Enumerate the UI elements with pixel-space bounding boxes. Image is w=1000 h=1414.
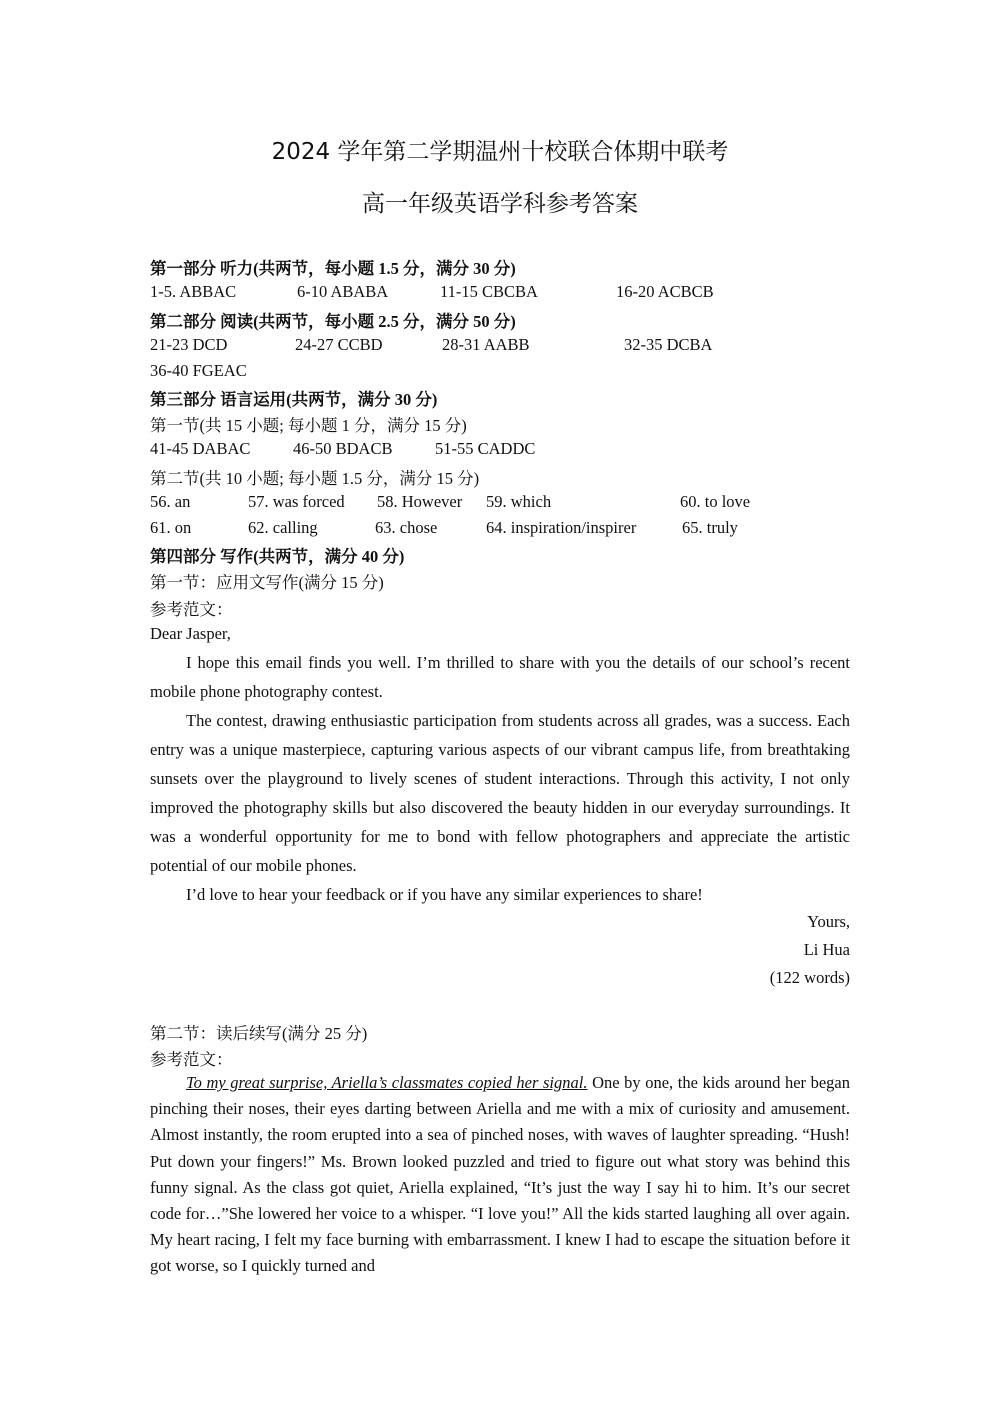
answer-item: 56. an [150, 492, 191, 511]
answer-group: 28-31 AABB [442, 335, 530, 354]
answer-item: 59. which [486, 492, 552, 511]
answer-item: 63. chose [375, 518, 438, 537]
part3-heading: 第三部分 语言运用(共两节，满分 30 分) [150, 390, 438, 409]
answer-group: 1-5. ABBAC [150, 282, 237, 301]
word-count: (122 words) [769, 968, 850, 987]
part3-section2-heading: 第二节(共 10 小题; 每小题 1.5 分，满分 15 分) [150, 469, 480, 488]
letter-signature: Li Hua [803, 940, 850, 959]
answer-group: 11-15 CBCBA [440, 282, 538, 301]
answer-item: 64. inspiration/inspirer [486, 518, 637, 537]
answer-group: 32-35 DCBA [624, 335, 713, 354]
answer-item: 62. calling [248, 518, 318, 537]
answer-group: 46-50 BDACB [293, 439, 393, 458]
part4-section1-heading: 第一节：应用文写作(满分 15 分) [150, 573, 384, 592]
sample-label: 参考范文： [150, 600, 233, 619]
part3-section1-heading: 第一节(共 15 小题; 每小题 1 分，满分 15 分) [150, 416, 467, 435]
part1-heading: 第一部分 听力(共两节，每小题 1.5 分，满分 30 分) [150, 259, 516, 278]
answer-group: 24-27 CCBD [295, 335, 383, 354]
answer-item: 61. on [150, 518, 192, 537]
answer-group: 6-10 ABABA [297, 282, 389, 301]
document-subtitle: 高一年级英语学科参考答案 [362, 191, 638, 217]
letter-closing: Yours, [807, 912, 850, 931]
answer-item: 57. was forced [248, 492, 345, 511]
answer-item: 60. to love [680, 492, 751, 511]
continuation-prompt: To my great surprise, Ariella’s classmates copied her signal. [186, 1073, 588, 1092]
continuation-paragraph [150, 1070, 850, 1280]
letter-paragraph: The contest, drawing enthusiastic participation from students across all grades, was a success. Each entry was a unique masterpiece, capturing various aspects of our vibrant campus life, from breathtaking sunsets over the playground to lively scenes of student interactions. Through this activity, I not only improved the photography skills but also discovered the beauty hidden in our everyday surroundings. It was a wonderful opportunity for me to bond with fellow photographers and appreciate the artistic potential of our mobile phones. [150, 711, 850, 875]
answer-group: 41-45 DABAC [150, 439, 251, 458]
part4-section2-heading: 第二节：读后续写(满分 25 分) [150, 1024, 368, 1043]
part4-heading: 第四部分 写作(共两节，满分 40 分) [150, 547, 405, 566]
answer-group: 21-23 DCD [150, 335, 228, 354]
answer-item: 65. truly [682, 518, 738, 537]
answer-group: 36-40 FGEAC [150, 361, 247, 380]
letter-greeting: Dear Jasper, [150, 624, 231, 643]
document-title: 2024 学年第二学期温州十校联合体期中联考 [271, 139, 729, 165]
sample-label-2: 参考范文： [150, 1050, 233, 1069]
part2-heading: 第二部分 阅读(共两节，每小题 2.5 分，满分 50 分) [150, 312, 516, 331]
answer-item: 58. However [377, 492, 463, 511]
letter-paragraph: I hope this email finds you well. I’m thrilled to share with you the details of our school’s recent mobile phone photography contest. [150, 653, 850, 701]
continuation-text: One by one, the kids around her began pinching their noses, their eyes darting between Ariella and me with a mix of curiosity and amusement. Almost instantly, the room erupted into a sea of pinched noses, with waves of laughter spreading. “Hush! Put down your fingers!” Ms. Brown looked puzzled and tried to figure out what story was behind this funny signal. As the class got quiet, Ariella explained, “It’s just the way I say hi to him. It’s our secret code for…”She lowered her voice to a whisper. “I love you!” All the kids started laughing all over again. My heart racing, I felt my face burning with embarrassment. I knew I had to escape the situation before it got worse, so I quickly turned and [150, 1073, 851, 1276]
answer-group: 16-20 ACBCB [616, 282, 714, 301]
letter-paragraph: I’d love to hear your feedback or if you have any similar experiences to share! [186, 885, 703, 904]
answer-group: 51-55 CADDC [435, 439, 536, 458]
